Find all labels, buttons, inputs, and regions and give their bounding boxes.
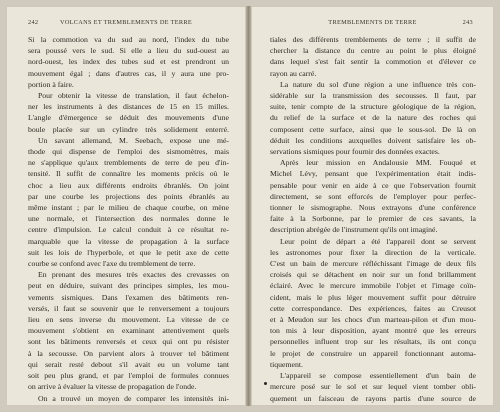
text-line: L'angle d'émergence se déduit des mouvements d'une xyxy=(28,113,229,123)
ink-spot xyxy=(264,382,267,385)
text-line: Michel Lévy, pensant que l'expérimentation était indis- xyxy=(270,169,476,179)
text-line: Leur point de départ a été l'appareil dont se servent xyxy=(280,236,476,246)
text-line: personnelles influent trop sur les résultats, ils ont conçu xyxy=(270,337,476,347)
text-line: La nature du sol d'une région a une influence très con- xyxy=(280,79,476,89)
text-line: cette correspondance. Des expériences, faites au Creusot xyxy=(270,303,476,313)
text-line: mouvement égal ; dans d'autres cas, il y aura une pro- xyxy=(28,68,229,78)
text-line: le projet de construire un appareil fonctionnant automa- xyxy=(270,348,476,358)
text-line: boule placée sur un cylindre très solidement enterré. xyxy=(28,124,229,134)
text-line: à la secousse. On parvient alors à trouver tel bâtiment xyxy=(28,348,229,358)
text-line: sera poussé vers le sud. Si elle a lieu du sud-ouest au xyxy=(28,46,229,56)
text-line: soit peu plus grand, et par l'emploi de formules connues xyxy=(28,371,229,381)
text-line: choc a lieu aux différents endroits ébranlés. On joint xyxy=(28,180,229,190)
text-line: nord-ouest, les index des tubes sud et est prendront un xyxy=(28,57,229,67)
text-line: vements sismiques. Dans l'examen des bâtiments ren- xyxy=(28,292,229,302)
text-line: tiales des différents tremblements de terre ; il suffit de xyxy=(270,35,476,44)
text-line: directement, se sont efforcés de l'employer pour perfec- xyxy=(270,191,476,201)
right-page xyxy=(251,6,494,406)
text-line: marquable que la vitesse de propagation à la surface xyxy=(28,236,229,246)
text-line: composent cette surface, ainsi que le sous-sol. De là on xyxy=(270,124,476,134)
text-line: peut en déduire, suivant des principes simples, les mou- xyxy=(28,281,229,291)
text-line: C'est un bain de mercure réfléchissant l'image de deux fils xyxy=(270,259,476,269)
text-line: suite, tenir compte de la structure géologique de la région, xyxy=(270,102,476,112)
text-line: thode qui dispense de l'emploi des sismomètres, mais xyxy=(28,147,229,157)
text-line: du relief de la surface et de la nature des roches qui xyxy=(270,113,476,123)
text-line: tiquement. xyxy=(270,359,303,369)
text-line: ne s'applique qu'aux tremblements de terre de peu d'in- xyxy=(28,158,229,168)
text-line: sont les bâtiments renversés et ceux qui ont pu résister xyxy=(28,337,229,347)
text-line: servations sismiques pour fournir des données exactes. xyxy=(270,147,440,157)
text-line: portion à faire. xyxy=(28,79,74,89)
text-line: ton mis à leur disposition, ayant montré que les erreurs xyxy=(270,326,476,336)
text-line: les astronomes pour fixer la direction de la verticale. xyxy=(270,247,476,257)
left-page-body xyxy=(28,34,229,404)
text-line: dans lequel s'est fait sentir la commotion et d'élever ce xyxy=(270,57,476,67)
text-line: déduit les conditions auxquelles doivent satisfaire les ob- xyxy=(270,135,476,145)
text-line: Pour obtenir la vitesse de translation, il faut échelon- xyxy=(38,91,229,101)
text-line: qui serait resté debout s'il avait eu un volume tant xyxy=(28,359,229,369)
left-page xyxy=(6,6,246,406)
text-line: description abrégée de l'instrument qu'ils ont imaginé. xyxy=(270,225,438,235)
left-page-header xyxy=(7,19,245,31)
right-page-header xyxy=(252,19,493,31)
running-head: VOLCANS ET TREMBLEMENTS DE TERRE xyxy=(59,19,193,26)
text-line: une normale, et l'intersection des normales donne le xyxy=(28,214,229,224)
text-line: courbe se confond avec l'axe du tremblement de terre. xyxy=(28,259,196,269)
text-line: quement un faisceau de rayons partis d'une source de xyxy=(270,393,476,403)
text-line: suit les lois de l'hyperbole, et que le petit axe de cette xyxy=(28,247,229,257)
text-line: même instant ; par le milieu de chaque courbe, on mène xyxy=(28,203,229,213)
right-page-body xyxy=(270,34,476,404)
text-line: versés, il faut se souvenir que le renversement a toujours xyxy=(28,303,229,313)
text-line: lieu en sens inverse du mouvement. La vitesse de ce xyxy=(28,315,229,325)
text-line: faite à la Sorbonne, par le premier de ces savants, la xyxy=(270,214,476,224)
running-head: TREMBLEMENTS DE TERRE xyxy=(328,19,417,26)
text-line: En prenant des mesures très exactes des crevasses on xyxy=(38,270,229,280)
text-line: L'appareil se compose essentiellement d'un bain de xyxy=(280,371,476,381)
text-line: On a trouvé un moyen de comparer les intensités ini- xyxy=(38,393,229,403)
page-number: 243 xyxy=(462,19,473,26)
text-line: tionner le sismographe. Nous extrayons d'une conférence xyxy=(270,203,476,213)
text-line: on arrive à évaluer la vitesse de propagation de l'onde. xyxy=(28,382,197,392)
text-line: chercher la distance du centre au point le plus éloigné xyxy=(270,46,476,56)
text-line: tensité. Il suffit de connaître les moments précis où le xyxy=(28,169,229,179)
text-line: pensable pour venir en aide à ce que l'observation fournit xyxy=(270,180,476,190)
text-line: mouvement s'obtient en examinant attentivement quels xyxy=(28,326,229,336)
text-line: cident, mais le plus léger mouvement suffit pour détruire xyxy=(270,292,476,302)
text-line: rayon au carré. xyxy=(270,68,317,78)
text-line: croisés qui se détachent en noir sur un fond brillamment xyxy=(270,270,476,280)
text-line: ner les instruments à des distances de 15 en 15 milles. xyxy=(28,102,229,112)
text-line: Après leur mission en Andalousie MM. Fouqué et xyxy=(280,158,476,168)
text-line: mercure posé sur le sol et sur lequel vient tomber obli- xyxy=(270,382,476,392)
text-line: et à Meudon sur les chocs d'un marteau-pilon et d'un mou- xyxy=(270,315,476,325)
text-line: Un savant allemand, M. Seebach, expose une mé- xyxy=(38,135,229,145)
text-line: centre d'impulsion. Le calcul conduit à ce résultat re- xyxy=(28,225,229,235)
text-line: Si la commotion va du sud au nord, l'index du tube xyxy=(28,35,229,44)
text-line: sidérable sur la transmission des secousses. Il faut, par xyxy=(270,91,476,101)
text-line: éclairé. Avec le mercure immobile l'objet et l'image coïn- xyxy=(270,281,476,291)
text-line: par une courbe les projections des points ébranlés au xyxy=(28,191,229,201)
page-number: 242 xyxy=(28,19,39,26)
